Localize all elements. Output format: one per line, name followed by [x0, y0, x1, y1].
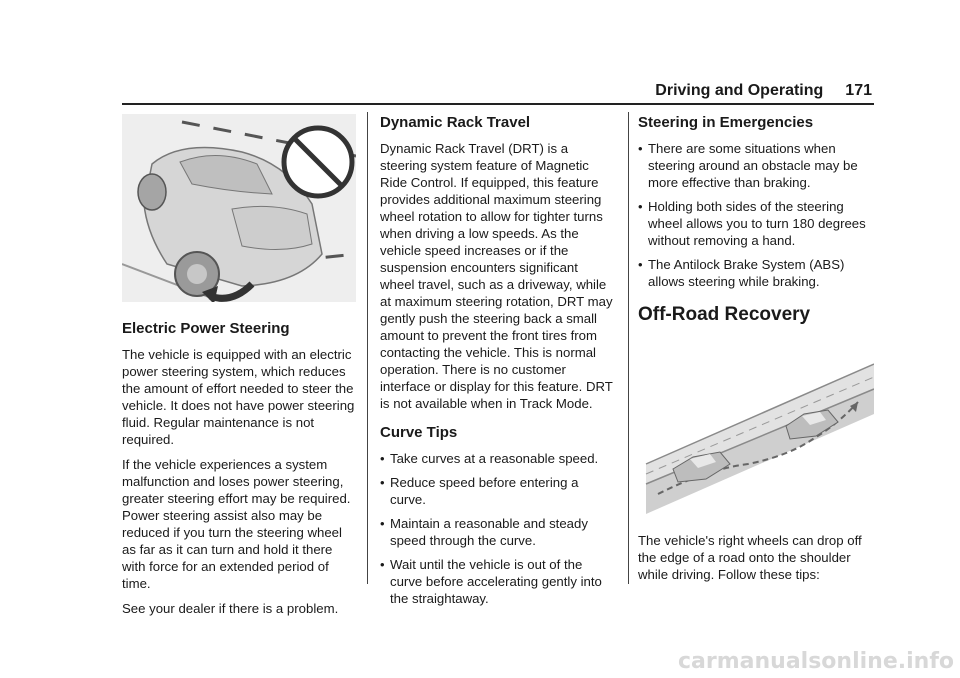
off-road-paragraph: The vehicle's right wheels can drop off the edge of a road onto the shoulder while driving. Follow these tips: [638, 533, 862, 582]
dynamic-rack-travel-heading: Dynamic Rack Travel [380, 114, 531, 131]
column-1 [122, 114, 356, 625]
emergency-list [638, 140, 874, 290]
off-road-recovery-heading: Off-Road Recovery [638, 304, 811, 325]
section-title: Driving and Operating [655, 82, 824, 99]
no-symbol-icon [284, 128, 352, 196]
steering-emergencies-heading: Steering in Emergencies [638, 114, 814, 131]
road-recovery-illustration [638, 344, 874, 514]
column-divider-2 [628, 112, 629, 584]
header-rule [122, 103, 874, 105]
curve-tips-list [380, 450, 616, 607]
eps-paragraph-1: The vehicle is equipped with an electric power steering system, which reduces the amount of effort needed to steer the vehicle. It does not have power steering fluid. Regular maintenance is not required. [122, 347, 355, 447]
list-item: • Wait until the vehicle is out of the curve before accelerating gently into the straightaway. [380, 556, 616, 607]
column-3 [638, 114, 874, 591]
steering-figure [122, 114, 356, 302]
watermark: carmanualsonline.info [678, 649, 954, 674]
list-item: • Reduce speed before entering a curve. [380, 474, 616, 508]
off-road-figure [638, 344, 874, 514]
column-2 [380, 114, 616, 617]
column-divider-1 [367, 112, 368, 584]
curve-tips-heading: Curve Tips [380, 424, 458, 441]
page-header [655, 82, 872, 100]
eps-paragraph-3: See your dealer if there is a problem. [122, 601, 339, 616]
drt-paragraph: Dynamic Rack Travel (DRT) is a steering system feature of Magnetic Ride Control. If equipped, this feature provides additional maximum steering wheel rotation to allow for tighter turns when driving a low speeds. As the vehicle speed increases or if the suspension encounters significant wheel travel, such as a driveway, while at maximum steering rotation, DRT may gently push the steering back a small amount to prevent the front tires from contacting the vehicle. This is normal operation. There is no customer interface or display for this feature. DRT is not available when in Track Mode. [380, 141, 613, 411]
eps-paragraph-2: If the vehicle experiences a system malfunction and loses power steering, greater steering effort may be required. Power steering assist also may be reduced if you turn the steering wheel as far as it can turn and hold it there with force for an extended period of time. [122, 457, 351, 591]
list-item: • Take curves at a reasonable speed. [380, 450, 616, 467]
list-item: • Maintain a reasonable and steady speed through the curve. [380, 515, 616, 549]
electric-power-steering-heading: Electric Power Steering [122, 320, 290, 337]
list-item: • There are some situations when steering around an obstacle may be more effective than braking. [638, 140, 874, 191]
list-item: • The Antilock Brake System (ABS) allows steering while braking. [638, 256, 874, 290]
corvette-illustration [122, 114, 356, 302]
list-item: • Holding both sides of the steering wheel allows you to turn 180 degrees without removing a hand. [638, 198, 874, 249]
page-number: 171 [845, 82, 872, 99]
